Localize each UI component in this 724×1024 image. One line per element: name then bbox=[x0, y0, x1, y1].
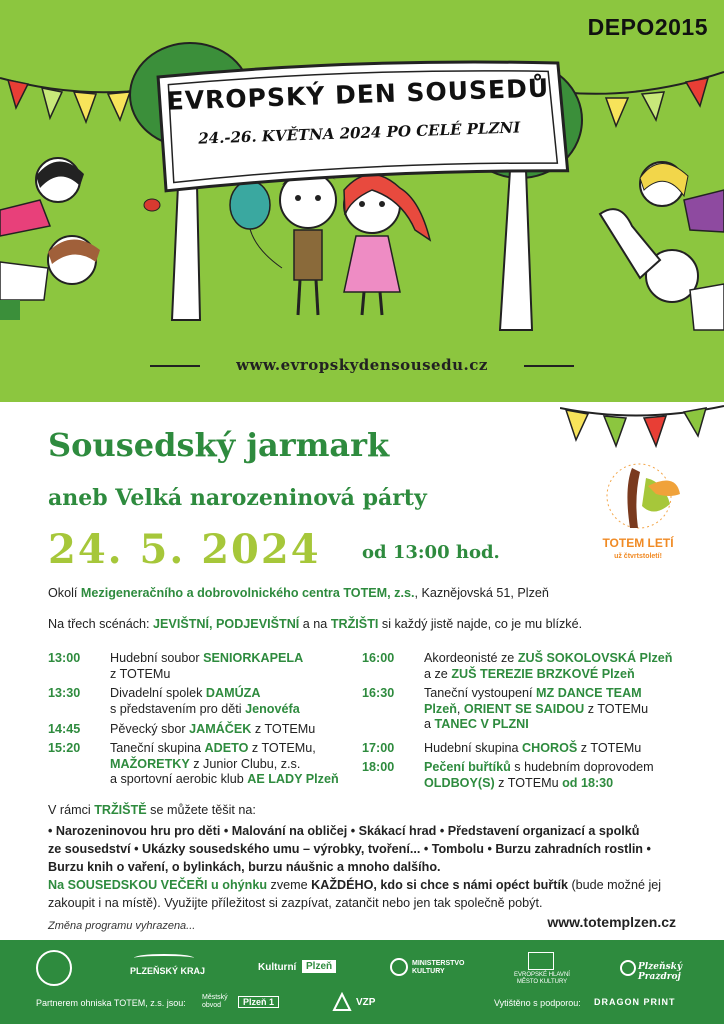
totem-website-link[interactable]: www.totemplzen.cz bbox=[547, 914, 676, 930]
partner-vzp: VZP bbox=[356, 997, 376, 1008]
dinner-c: KAŽDÉHO, kdo si chce s námi opéct buřtík bbox=[311, 878, 568, 892]
schedule-description bbox=[110, 722, 315, 738]
market-intro bbox=[48, 802, 256, 818]
location-org: Mezigeneračního a dobrovolnického centra TOTEM, z.s. bbox=[80, 586, 415, 600]
partner-label: Partnerem ohniska TOTEM, z.s. jsou: bbox=[36, 998, 186, 1008]
scenes-prefix: Na třech scénách: bbox=[48, 617, 150, 631]
scenes-last: TRŽIŠTI bbox=[330, 617, 379, 631]
partner-obvod: Městský obvod bbox=[202, 994, 228, 1009]
performer-name: DAMÚZA bbox=[205, 686, 261, 700]
performer-name: Plzeň bbox=[424, 701, 457, 716]
performer-name: ZUŠ TEREZIE BRZKOVÉ Plzeň bbox=[451, 666, 635, 681]
ministry-icon bbox=[390, 958, 408, 976]
support-label: Vytištěno s podporou: bbox=[494, 998, 581, 1008]
schedule-text: Taneční skupina bbox=[110, 741, 205, 755]
schedule-text: Pěvecký sbor bbox=[110, 722, 190, 736]
schedule-text: Hudební soubor bbox=[110, 651, 204, 665]
dinner-line-2: zakoupit i na místě). Využijte příležitost si zazpívat, zatančit nebo jen tak společně pobýt. bbox=[48, 896, 543, 910]
partner-evropske: EVROPSKÉ HLAVNÍ MĚSTO KULTURY bbox=[514, 972, 570, 985]
location-prefix: Okolí bbox=[48, 586, 78, 600]
schedule-time: 15:20 bbox=[48, 741, 81, 755]
schedule-text: Hudební skupina bbox=[424, 741, 523, 755]
dinner-line-1 bbox=[48, 877, 661, 893]
dinner-b: zveme bbox=[267, 878, 312, 892]
prazdroj-seal-icon bbox=[620, 960, 636, 976]
schedule-time: 18:00 bbox=[362, 760, 395, 774]
location-address: , Kaznějovská 51, Plzeň bbox=[414, 586, 549, 600]
header-website-link[interactable]: www.evropskydensousedu.cz bbox=[236, 356, 488, 374]
scenes-line bbox=[48, 616, 582, 632]
header-illustration bbox=[0, 0, 724, 402]
event-time: od 13:00 hod. bbox=[362, 542, 500, 563]
schedule-description bbox=[424, 686, 648, 733]
performer-name: Jenovéfa bbox=[245, 701, 300, 716]
market-line-1: • Narozeninovou hru pro děti • Malování na obličej • Skákací hrad • Představení organizací a spolků bbox=[48, 824, 640, 838]
scenes-and: a na bbox=[302, 617, 328, 631]
location-line bbox=[48, 585, 549, 601]
totem-logo-tagline: už čtvrtstoletí! bbox=[614, 553, 662, 560]
event-banner bbox=[158, 55, 560, 197]
bunting-decoration bbox=[560, 402, 724, 458]
performer-name: Pečení buřtíků bbox=[424, 760, 511, 774]
market-intro-a: V rámci bbox=[48, 803, 91, 817]
schedule-time: 14:45 bbox=[48, 722, 81, 736]
performer-name: MAŽORETKY bbox=[110, 756, 190, 771]
festival-scene-illustration bbox=[0, 0, 724, 402]
schedule-time: 13:30 bbox=[48, 686, 81, 700]
performer-name: JAMÁČEK bbox=[189, 722, 252, 736]
depo-code: DEPO2015 bbox=[587, 14, 708, 40]
event-title: Sousedský jarmark bbox=[48, 426, 390, 464]
event-subtitle: aneb Velká narozeninová párty bbox=[48, 485, 427, 511]
program-change-note: Změna programu vyhrazena... bbox=[48, 920, 196, 932]
market-intro-c: se můžete těšit na: bbox=[150, 803, 256, 817]
partner-ministerstvo: MINISTERSTVO KULTURY bbox=[412, 960, 465, 975]
partner-kraj: PLZEŇSKÝ KRAJ bbox=[130, 966, 206, 976]
performer-name: ZUŠ SOKOLOVSKÁ Plzeň bbox=[517, 651, 673, 665]
performer-name: MZ DANCE TEAM bbox=[536, 686, 642, 700]
banner-subtitle: 24.-26. KVĚTNA 2024 PO CELÉ PLZNI bbox=[197, 118, 521, 148]
schedule-text: a sportovní aerobic klub bbox=[110, 772, 248, 786]
schedule-time: 16:00 bbox=[362, 651, 395, 665]
event-date: 24. 5. 2024 bbox=[48, 526, 321, 573]
schedule-description bbox=[110, 686, 300, 717]
totem-logo bbox=[584, 458, 694, 578]
totem-logo-name: TOTEM LETÍ bbox=[602, 536, 674, 550]
schedule-text: z TOTEMu bbox=[494, 775, 563, 790]
schedule-text: Divadelní spolek bbox=[110, 686, 206, 700]
banner-title: EVROPSKÝ DEN SOUSEDŮ bbox=[166, 73, 550, 116]
schedule-description bbox=[424, 760, 654, 791]
schedule-text: z TOTEMu, bbox=[248, 741, 316, 755]
dinner-d: (bude možné jej bbox=[567, 878, 662, 892]
schedule-text: z Junior Clubu, z.s. bbox=[189, 756, 301, 771]
schedule-text: a ze bbox=[424, 666, 452, 681]
schedule-text: s hudebním doprovodem bbox=[510, 760, 654, 774]
schedule-description bbox=[110, 651, 303, 682]
performer-name: SENIORKAPELA bbox=[203, 651, 304, 665]
performer-name: CHOROŠ bbox=[522, 741, 578, 755]
schedule-text: z TOTEMu bbox=[251, 722, 316, 736]
schedule-description bbox=[424, 741, 641, 757]
eu-flag-icon bbox=[528, 952, 554, 970]
schedule-text: Taneční vystoupení bbox=[424, 686, 537, 700]
schedule-text: s představením pro děti bbox=[110, 701, 246, 716]
city-seal-icon bbox=[36, 950, 72, 986]
partner-dragon-print: DRAGON PRINT bbox=[594, 997, 676, 1007]
kraj-logo-icon bbox=[134, 954, 194, 962]
schedule-description bbox=[110, 741, 339, 788]
performer-name: od 18:30 bbox=[562, 775, 614, 790]
schedule-time: 17:00 bbox=[362, 741, 395, 755]
performer-name: AE LADY Plzeň bbox=[247, 772, 339, 786]
schedule-description bbox=[424, 651, 672, 682]
scenes-list: JEVIŠTNÍ, PODJEVIŠTNÍ bbox=[153, 617, 300, 631]
market-line-2: ze sousedství • Ukázky sousedského umu – výrobky, tvoření... • Tombolu • Burzu zahradních rostlin • bbox=[48, 842, 651, 856]
partners-bar bbox=[0, 940, 724, 1024]
schedule-text: z TOTEMu bbox=[584, 701, 649, 716]
schedule-text: , bbox=[456, 701, 464, 716]
schedule-text: z TOTEMu bbox=[110, 666, 171, 681]
performer-name: OLDBOY(S) bbox=[424, 775, 495, 790]
vzp-icon bbox=[332, 992, 352, 1012]
performer-name: ORIENT SE SAIDOU bbox=[463, 701, 585, 716]
schedule-time: 13:00 bbox=[48, 651, 81, 665]
performer-name: TANEC V PLZNI bbox=[434, 717, 529, 731]
schedule-text: z TOTEMu bbox=[577, 741, 642, 755]
market-line-3: Burzu knih o vaření, o bylinkách, burzu náušnic a mnoho dalšího. bbox=[48, 860, 441, 874]
scenes-suffix: si každý jistě najde, co je mu blízké. bbox=[381, 617, 583, 631]
dinner-a: Na SOUSEDSKOU VEČEŘI u ohýnku bbox=[48, 878, 268, 892]
partner-prazdroj: Plzeňský Prazdroj bbox=[638, 962, 683, 982]
schedule-time: 16:30 bbox=[362, 686, 395, 700]
partner-kulturni: Kulturní bbox=[258, 962, 297, 973]
partner-plzen1-badge: Plzeň 1 bbox=[238, 996, 279, 1008]
schedule-text: a bbox=[424, 717, 435, 731]
schedule-text: Akordeonisté ze bbox=[424, 651, 518, 665]
market-intro-b: TRŽIŠTĚ bbox=[94, 803, 147, 817]
partner-plzen-badge: Plzeň bbox=[302, 960, 336, 973]
performer-name: ADETO bbox=[204, 741, 249, 755]
